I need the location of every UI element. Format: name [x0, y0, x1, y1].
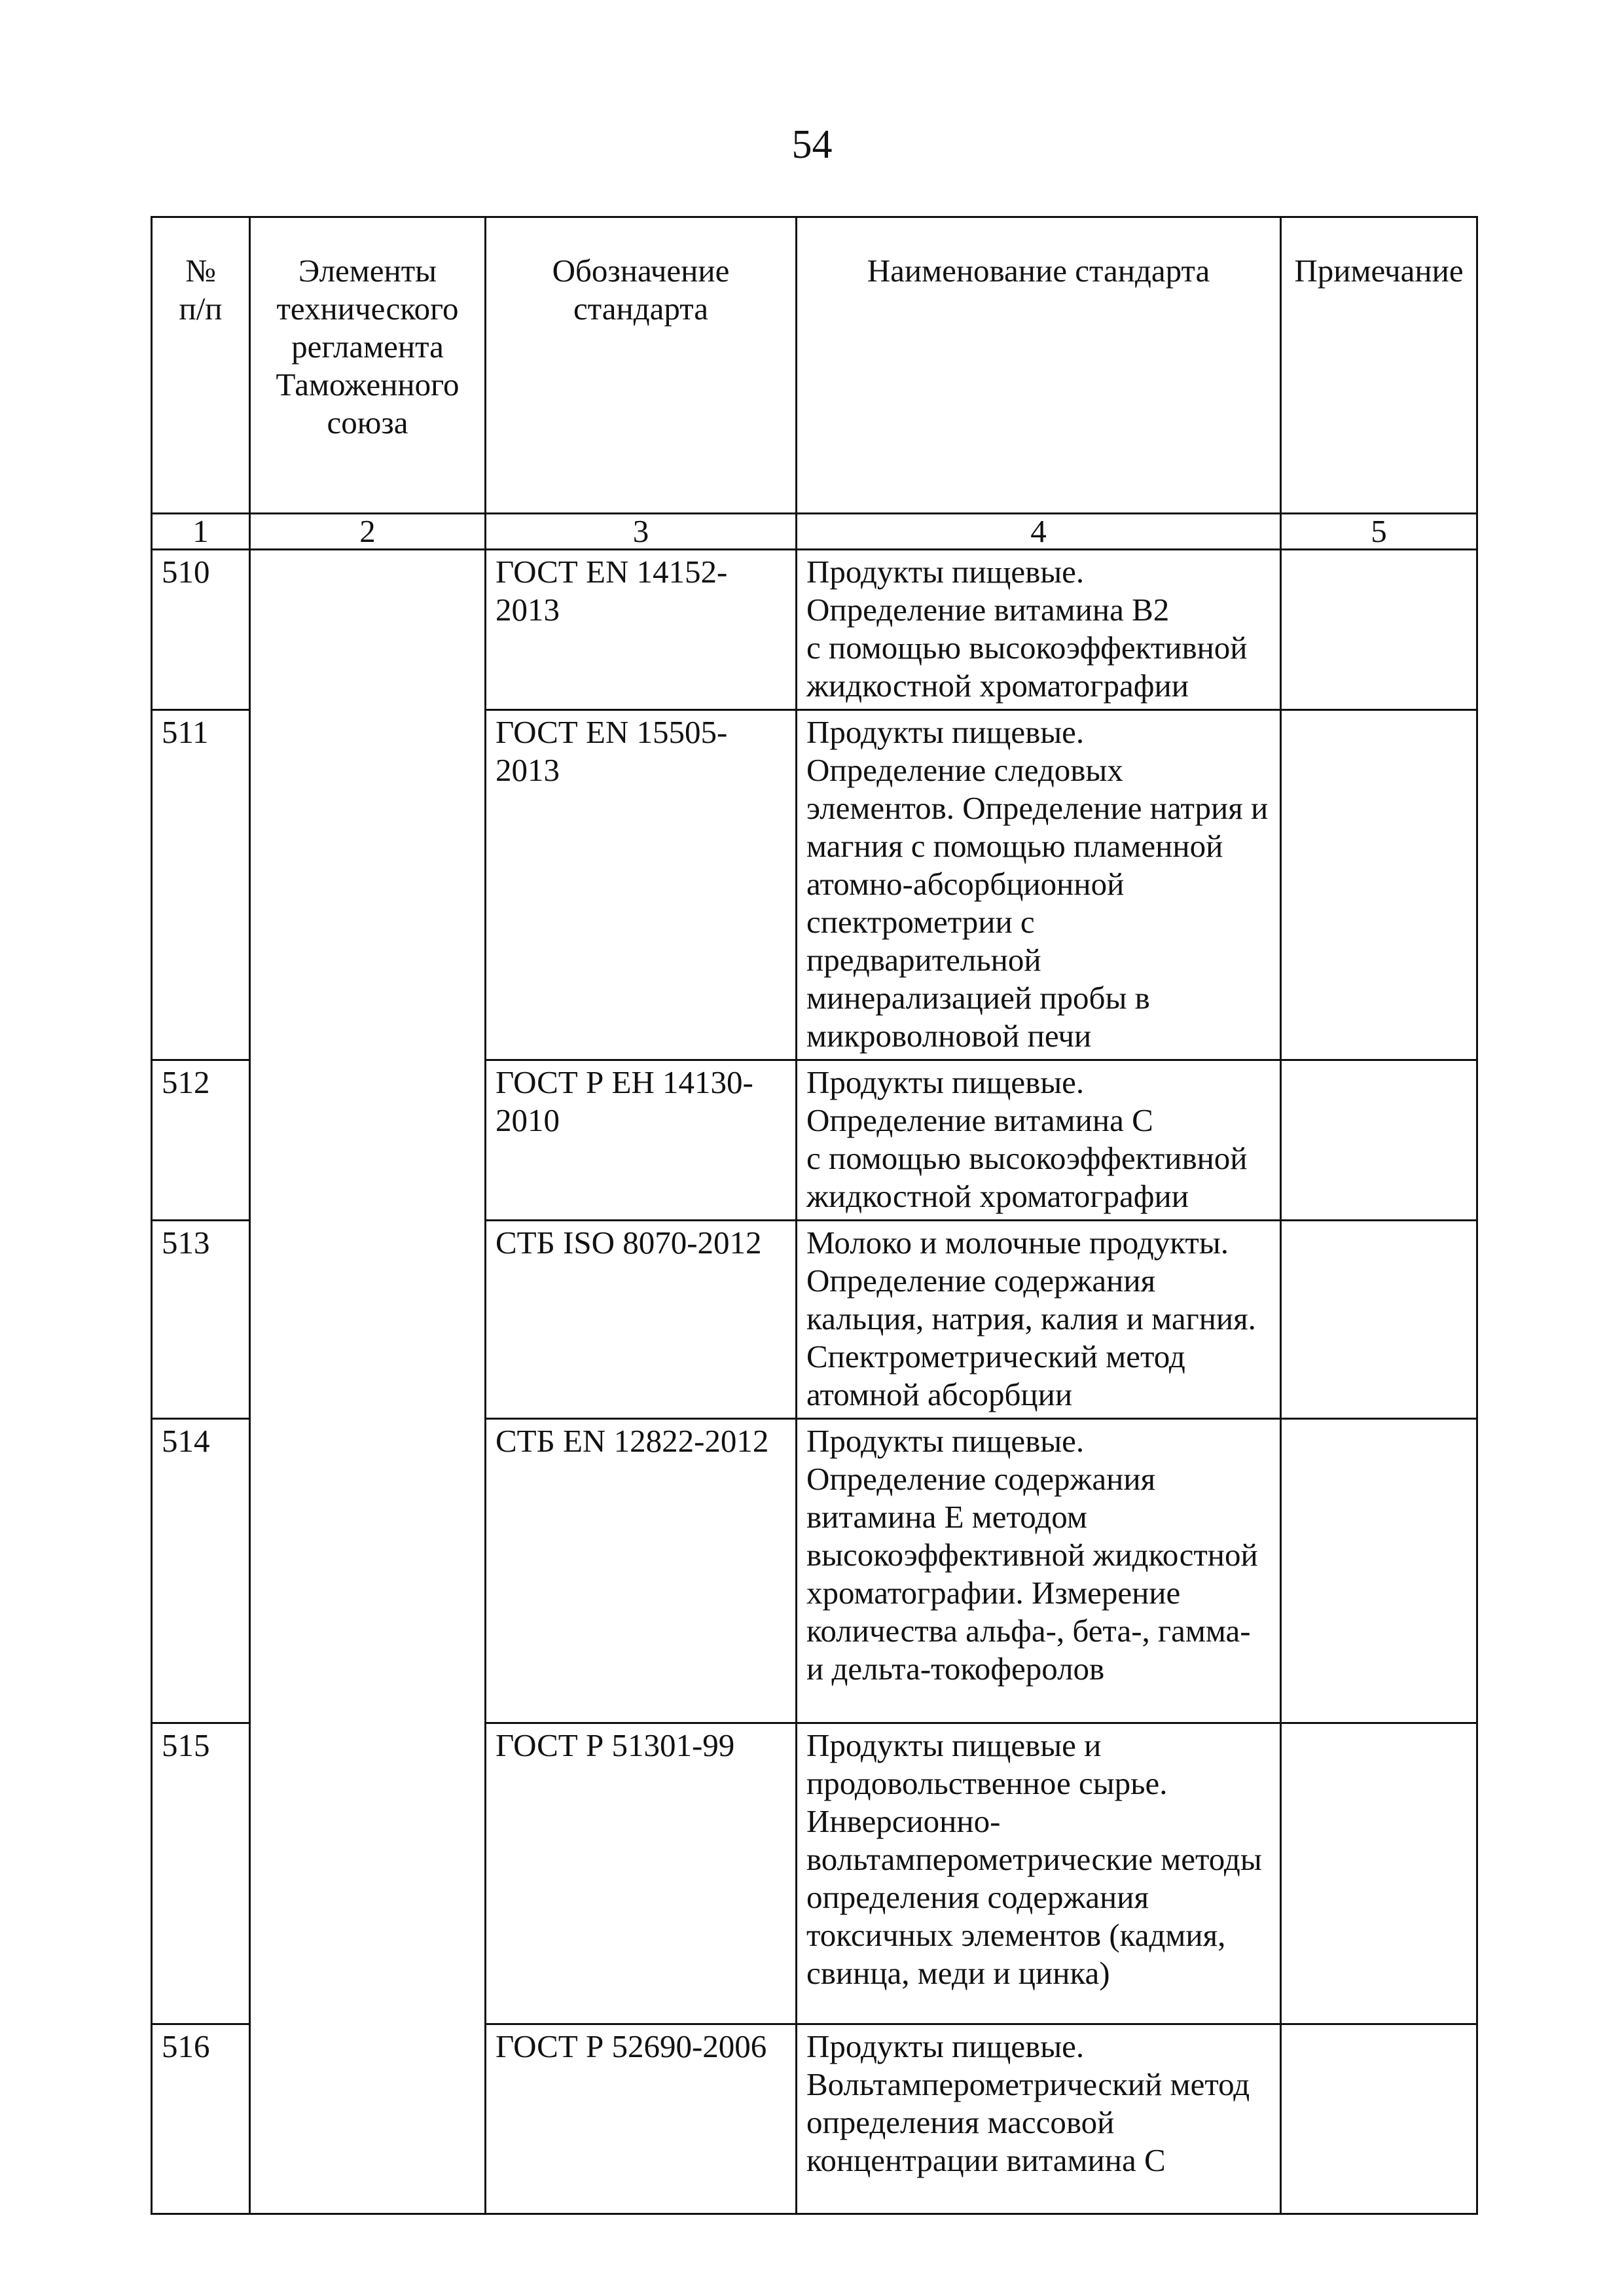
column-number: 4 [797, 514, 1281, 550]
standard-designation: ГОСТ Р ЕН 14130-2010 [486, 1060, 797, 1221]
standard-name: Продукты пищевые. Вольтамперометрический метод определения массовой концентрации витамина С [797, 2024, 1281, 2214]
row-number: 511 [152, 710, 250, 1060]
table-header-row [152, 217, 1477, 514]
header-name: Наименование стандарта [797, 217, 1281, 514]
row-number: 513 [152, 1221, 250, 1419]
standard-name: Продукты пищевые и продовольственное сырье. Инверсионно-вольтамперометрические методы определения содержания токсичных элементов (кадмия, свинца, меди и цинка) [797, 1723, 1281, 2024]
elements-cell [250, 550, 486, 2214]
column-number: 5 [1281, 514, 1477, 550]
note-cell [1281, 1419, 1477, 1723]
column-number: 2 [250, 514, 486, 550]
standard-name: Продукты пищевые. Определение следовых элементов. Определение натрия и магния с помощью пламенной атомно-абсорбционной спектрометрии с предварительной минерализацией пробы в микроволновой печи [797, 710, 1281, 1060]
standard-designation: СТБ ISO 8070-2012 [486, 1221, 797, 1419]
standard-name: Молоко и молочные продукты. Определение содержания кальция, натрия, калия и магния. Спектрометрический метод атомной абсорбции [797, 1221, 1281, 1419]
note-cell [1281, 1060, 1477, 1221]
standard-designation: ГОСТ EN 14152-2013 [486, 550, 797, 710]
column-number: 1 [152, 514, 250, 550]
header-num: № п/п [152, 217, 250, 514]
row-number: 515 [152, 1723, 250, 2024]
standards-table [151, 216, 1478, 2215]
row-number: 514 [152, 1419, 250, 1723]
header-designation: Обозначение стандарта [486, 217, 797, 514]
note-cell [1281, 2024, 1477, 2214]
standard-designation: СТБ EN 12822-2012 [486, 1419, 797, 1723]
standard-designation: ГОСТ EN 15505-2013 [486, 710, 797, 1060]
standard-designation: ГОСТ Р 52690-2006 [486, 2024, 797, 2214]
standard-designation: ГОСТ Р 51301-99 [486, 1723, 797, 2024]
note-cell [1281, 1221, 1477, 1419]
note-cell [1281, 550, 1477, 710]
standard-name: Продукты пищевые. Определение витамина С с помощью высокоэффективной жидкостной хроматографии [797, 1060, 1281, 1221]
standard-name: Продукты пищевые. Определение витамина В2 с помощью высокоэффективной жидкостной хроматографии [797, 550, 1281, 710]
column-numbers-row [152, 514, 1477, 550]
header-elements: Элементы технического регламента Таможенного союза [250, 217, 486, 514]
column-number: 3 [486, 514, 797, 550]
page-number: 54 [791, 122, 833, 167]
row-number: 510 [152, 550, 250, 710]
table-row [152, 550, 1477, 710]
header-note: Примечание [1281, 217, 1477, 514]
note-cell [1281, 710, 1477, 1060]
row-number: 512 [152, 1060, 250, 1221]
note-cell [1281, 1723, 1477, 2024]
standard-name: Продукты пищевые. Определение содержания витамина Е методом высокоэффективной жидкостной хроматографии. Измерение количества альфа-, бета-, гамма- и дельта-токоферолов [797, 1419, 1281, 1723]
row-number: 516 [152, 2024, 250, 2214]
